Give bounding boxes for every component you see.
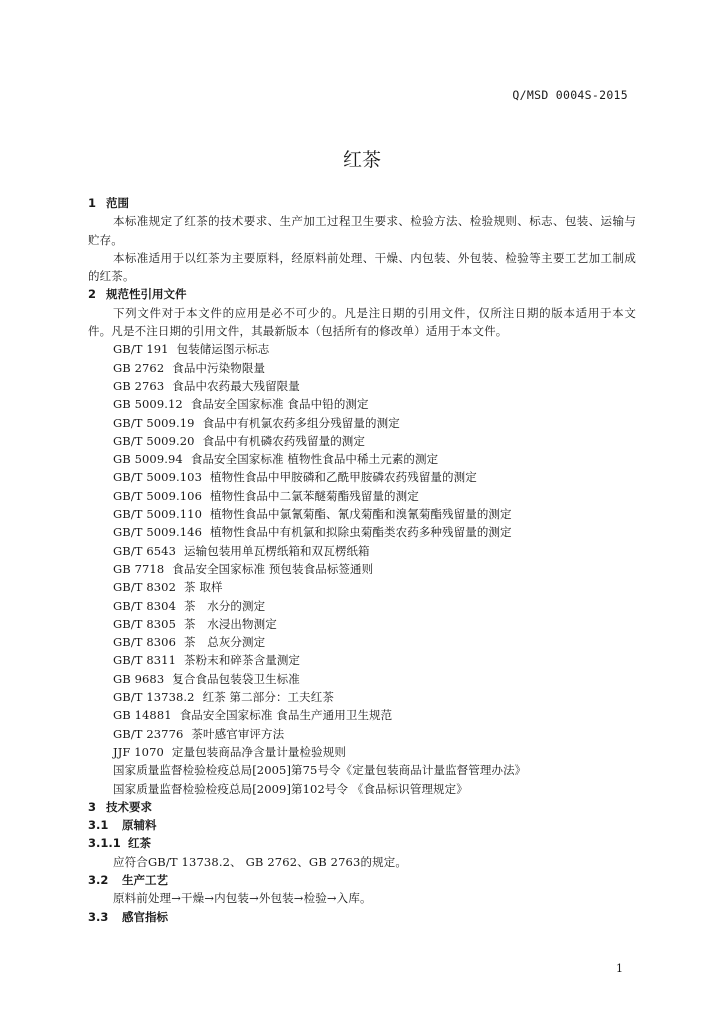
reference-item	[88, 359, 636, 377]
section-title: 技术要求	[106, 799, 152, 814]
reference-code: GB 9683	[113, 671, 165, 686]
section-3-3-heading	[88, 908, 636, 926]
reference-code: GB/T 5009.103	[113, 470, 203, 485]
reference-list	[88, 340, 636, 761]
page-title: 红茶	[342, 149, 381, 171]
reference-item	[88, 340, 636, 358]
reference-item	[88, 432, 636, 450]
document-code: Q/MSD 0004S-2015	[512, 88, 628, 102]
reference-title: 食品中有机氯农药多组分残留量的测定	[202, 415, 400, 430]
reference-title: 食品中农药最大残留限量	[172, 378, 300, 393]
reference-title: 食品安全国家标准 预包装食品标签通则	[172, 561, 374, 576]
reference-title: 茶 总灰分测定	[184, 635, 266, 650]
section-number: 3.3	[88, 909, 109, 924]
reference-code: GB/T 23776	[113, 726, 184, 741]
reference-code: GB/T 5009.146	[113, 525, 203, 540]
page-number: 1	[616, 962, 623, 975]
section-3-1-1-heading	[88, 834, 636, 852]
reference-title: 植物性食品中甲胺磷和乙酰甲胺磷农药残留量的测定	[210, 470, 477, 485]
reference-item	[88, 560, 636, 578]
section-title: 原辅料	[122, 818, 157, 833]
reference-title: 食品安全国家标准 食品生产通用卫生规范	[179, 708, 393, 723]
reference-title: 红茶 第二部分：工夫红茶	[202, 690, 334, 705]
reference-title: 食品安全国家标准 食品中铅的测定	[190, 397, 369, 412]
reference-title: 植物性食品中二氯苯醚菊酯残留量的测定	[210, 488, 419, 503]
section-number: 3.2	[88, 872, 109, 887]
reference-item	[88, 688, 636, 706]
reference-title: 茶 取样	[184, 580, 223, 595]
reference-title: 茶 水浸出物测定	[184, 616, 277, 631]
paragraph: 本标准适用于以红茶为主要原料，经原料前处理、干燥、内包装、外包装、检验等主要工艺加工制成的红茶。	[88, 250, 636, 284]
reference-title: 茶 水分的测定	[184, 598, 266, 613]
section-title: 生产工艺	[122, 872, 168, 887]
reference-code: GB/T 13738.2	[113, 690, 195, 705]
section-title: 规范性引用文件	[106, 287, 187, 302]
section-3-1-heading	[88, 816, 636, 834]
reference-code: GB/T 5009.106	[113, 488, 203, 503]
section-number: 3.1.1	[88, 836, 121, 851]
reference-code: GB/T 5009.20	[113, 433, 195, 448]
reference-code: GB/T 8304	[113, 598, 177, 613]
section-title: 红茶	[128, 836, 151, 851]
reference-title: 茶粉末和碎茶含量测定	[184, 653, 301, 668]
section-number: 2	[88, 287, 97, 302]
reference-item	[88, 633, 636, 651]
reference-title: 食品安全国家标准 植物性食品中稀土元素的测定	[190, 452, 439, 467]
reference-item	[88, 651, 636, 669]
paragraph: 原料前处理→干燥→内包装→外包装→检验→入库。	[113, 891, 372, 906]
reference-item	[88, 743, 636, 761]
reference-item	[88, 542, 636, 560]
reference-item	[88, 414, 636, 432]
reference-code: GB/T 191	[113, 342, 169, 357]
reference-code: GB/T 6543	[113, 543, 177, 558]
reference-code: GB/T 5009.19	[113, 415, 195, 430]
reference-item	[88, 706, 636, 724]
reference-title: 运输包装用单瓦楞纸箱和双瓦楞纸箱	[184, 543, 370, 558]
reference-item	[88, 615, 636, 633]
reference-item	[88, 523, 636, 541]
section-2-heading	[88, 285, 636, 303]
reference-code: GB 14881	[113, 708, 172, 723]
reference-item	[88, 597, 636, 615]
reference-title: 包装储运图示标志	[176, 342, 270, 357]
paragraph: 应符合GB/T 13738.2、 GB 2762、GB 2763的规定。	[113, 854, 408, 869]
section-number: 3	[88, 799, 97, 814]
reference-title: 茶叶感官审评方法	[191, 726, 285, 741]
section-title: 感官指标	[122, 909, 168, 924]
section-number: 1	[88, 196, 97, 210]
reference-code: JJF 1070	[113, 744, 164, 759]
reference-item	[88, 670, 636, 688]
reference-item	[88, 505, 636, 523]
reference-title: 食品中有机磷农药残留量的测定	[202, 433, 365, 448]
reference-code: GB 2763	[113, 378, 165, 393]
document-body	[88, 194, 636, 926]
reference-code: GB/T 8306	[113, 635, 177, 650]
reference-code: GB 2762	[113, 360, 165, 375]
reference-item	[88, 450, 636, 468]
reference-title: 植物性食品中有机氯和拟除虫菊酯类农药多种残留量的测定	[210, 525, 512, 540]
reference-code: GB/T 8311	[113, 653, 177, 668]
paragraph: 下列文件对于本文件的应用是必不可少的。凡是注日期的引用文件，仅所注日期的版本适用于本文件。凡是不注日期的引用文件，其最新版本（包括所有的修改单）适用于本文件。	[88, 305, 636, 339]
reference-order: 国家质量监督检验检疫总局[2009]第102号令 《食品标识管理规定》	[113, 781, 468, 796]
section-number: 3.1	[88, 818, 109, 833]
section-3-2-heading	[88, 871, 636, 889]
reference-item	[88, 377, 636, 395]
reference-item	[88, 487, 636, 505]
reference-title: 复合食品包装袋卫生标准	[172, 671, 300, 686]
reference-item	[88, 395, 636, 413]
reference-code: GB 5009.12	[113, 397, 183, 412]
reference-title: 食品中污染物限量	[172, 360, 266, 375]
reference-item	[88, 468, 636, 486]
reference-code: GB/T 5009.110	[113, 507, 203, 522]
reference-title: 定量包装商品净含量计量检验规则	[171, 744, 346, 759]
reference-item	[88, 725, 636, 743]
section-1-heading	[88, 194, 636, 212]
reference-code: GB 5009.94	[113, 452, 183, 467]
reference-item	[88, 578, 636, 596]
paragraph: 本标准规定了红茶的技术要求、生产加工过程卫生要求、检验方法、检验规则、标志、包装、运输与贮存。	[88, 214, 636, 247]
section-3-heading	[88, 798, 636, 816]
reference-title: 植物性食品中氯氰菊酯、氰戊菊酯和溴氰菊酯残留量的测定	[210, 507, 512, 522]
reference-code: GB/T 8305	[113, 616, 177, 631]
section-title: 范围	[106, 196, 129, 210]
reference-code: GB/T 8302	[113, 580, 177, 595]
reference-order: 国家质量监督检验检疫总局[2005]第75号令《定量包装商品计量监督管理办法》	[113, 763, 527, 778]
reference-code: GB 7718	[113, 561, 165, 576]
